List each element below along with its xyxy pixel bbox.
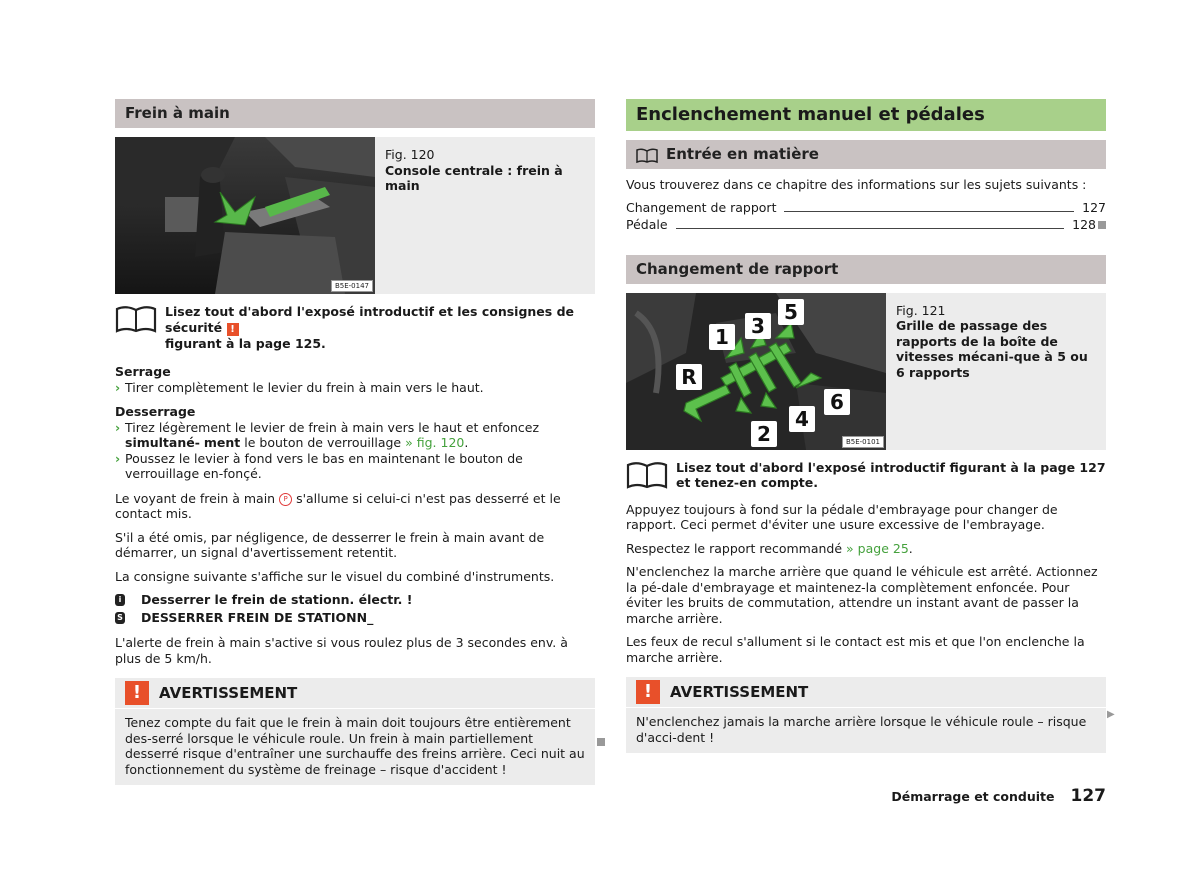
page-number: 127 bbox=[1070, 786, 1106, 806]
book-icon bbox=[636, 147, 658, 163]
warning-icon: ! bbox=[125, 681, 149, 705]
section-heading-gearchange: Changement de rapport bbox=[626, 255, 1106, 284]
footer-section: Démarrage et conduite bbox=[891, 789, 1055, 804]
warning-box bbox=[626, 677, 1106, 753]
gear-label-r: R bbox=[676, 364, 702, 390]
book-icon bbox=[626, 459, 668, 489]
toc bbox=[626, 199, 1106, 233]
figure-121 bbox=[626, 293, 1106, 450]
list-item: › Tirer complètement le levier du frein à main vers le haut. bbox=[115, 379, 484, 395]
figure-number: Fig. 121 bbox=[896, 302, 946, 318]
warning-box bbox=[115, 678, 595, 785]
warning-text: N'enclenchez jamais la marche arrière lorsque le véhicule roule – risque d'acci-dent ! bbox=[636, 714, 1087, 745]
warning-small-icon: ! bbox=[227, 323, 239, 336]
fig-link[interactable]: » fig. 120 bbox=[405, 435, 465, 450]
segment-icon: S bbox=[115, 612, 125, 624]
gear-label-5: 5 bbox=[778, 299, 804, 325]
toc-row[interactable]: Changement de rapport 127 bbox=[626, 199, 1106, 215]
toc-row[interactable]: Pédale 128 bbox=[626, 216, 1106, 233]
paragraph-voyant: Le voyant de frein à main P s'allume si celui-ci n'est pas desserré et le contact mis. bbox=[115, 490, 561, 521]
warning-title: AVERTISSEMENT bbox=[159, 684, 298, 702]
paragraph-1: Appuyez toujours à fond sur la pédale d'embrayage pour changer de rapport. Ceci permet d'éviter une usure excessive de l'embrayage. bbox=[626, 501, 1058, 532]
left-column bbox=[115, 99, 595, 785]
section-heading-handbrake: Frein à main bbox=[115, 99, 595, 128]
section-heading-entry: Entrée en matière bbox=[626, 140, 1106, 169]
warning-text: Tenez compte du fait que le frein à main doit toujours être entièrement des-serré lorsque le véhicule roule. Un frein à main partiellement desserré risque d'entraîner une surchauffe des freins arrière. Ceci nuit au fonctionnement du système de freinage – risque d'accident ! bbox=[125, 715, 585, 777]
paragraph-omis: S'il a été omis, par négligence, de desserrer le frein à main avant de démarrer, un signal d'avertissement retentit. bbox=[115, 529, 545, 560]
paragraph-2: Respectez le rapport recommandé » page 25. bbox=[626, 540, 913, 556]
chapter-heading: Enclenchement manuel et pédales bbox=[626, 99, 1106, 131]
message-row: i Desserrer le frein de stationn. électr. ! bbox=[115, 591, 595, 609]
chevron-right-icon: › bbox=[115, 419, 121, 435]
chevron-right-icon: › bbox=[115, 379, 121, 395]
figure-caption: Grille de passage des rapports de la boîte de vitesses mécani-que à 5 ou 6 rapports bbox=[896, 318, 1088, 380]
gear-label-4: 4 bbox=[789, 406, 815, 432]
info-icon: i bbox=[115, 594, 125, 606]
gearshift-photo bbox=[626, 293, 886, 450]
warning-title: AVERTISSEMENT bbox=[670, 683, 809, 701]
page-link[interactable]: » page 25 bbox=[846, 540, 909, 556]
book-icon bbox=[115, 303, 157, 333]
message-row: S DESSERRER FREIN DE STATIONN_ bbox=[115, 609, 595, 627]
page-footer bbox=[880, 786, 1106, 806]
figure-caption: Console centrale : frein à main bbox=[385, 162, 563, 193]
right-column bbox=[626, 99, 1106, 753]
chevron-right-icon: › bbox=[115, 450, 121, 466]
gear-label-2: 2 bbox=[751, 421, 777, 447]
intro-text: Lisez tout d'abord l'exposé introductif et les consignes de sécurité bbox=[165, 304, 574, 335]
list-item: › Tirez légèrement le levier de frein à main vers le haut et enfoncez simultané- ment le bouton de verrouillage » fig. 120. bbox=[115, 419, 540, 450]
end-marker bbox=[597, 738, 605, 746]
intro-ref: figurant à la page 125. bbox=[165, 335, 326, 351]
brake-warning-icon: P bbox=[279, 493, 292, 506]
entry-text: Vous trouverez dans ce chapitre des informations sur les sujets suivants : bbox=[626, 177, 1087, 192]
intro-note bbox=[626, 459, 1106, 491]
serrage-title: Serrage bbox=[115, 364, 171, 379]
paragraph-4: Les feux de recul s'allument si le contact est mis et que l'on enclenche la marche arrière. bbox=[626, 634, 1085, 665]
intro-text: Lisez tout d'abord l'exposé introductif figurant à la page 127 et tenez-en compte. bbox=[676, 459, 1106, 490]
warning-icon: ! bbox=[636, 680, 660, 704]
end-marker bbox=[1098, 221, 1106, 229]
figure-120 bbox=[115, 137, 595, 294]
paragraph-alerte: L'alerte de frein à main s'active si vous roulez plus de 3 secondes env. à plus de 5 km/h. bbox=[115, 635, 568, 666]
desserrage-title: Desserrage bbox=[115, 404, 196, 419]
figure-number: Fig. 120 bbox=[385, 147, 435, 162]
continue-arrow-icon: ▶ bbox=[1107, 709, 1115, 720]
gear-label-3: 3 bbox=[745, 313, 771, 339]
paragraph-3: N'enclenchez la marche arrière que quand le véhicule est arrêté. Actionnez la pé-dale d'embrayage et maintenez-la complètement enfoncée. Pour éviter les bruits de commutation, attendre un instant avant de passer la marche arrière. bbox=[626, 564, 1098, 626]
handbrake-photo bbox=[115, 137, 375, 294]
gear-label-6: 6 bbox=[824, 389, 850, 415]
gear-label-1: 1 bbox=[709, 324, 735, 350]
figure-badge: B5E-0147 bbox=[331, 280, 373, 292]
intro-note bbox=[115, 303, 595, 351]
figure-badge: B5E-0101 bbox=[842, 436, 884, 448]
list-item: › Poussez le levier à fond vers le bas en maintenant le bouton de verrouillage en-fonçé. bbox=[115, 450, 523, 481]
paragraph-consigne: La consigne suivante s'affiche sur le visuel du combiné d'instruments. bbox=[115, 568, 555, 584]
